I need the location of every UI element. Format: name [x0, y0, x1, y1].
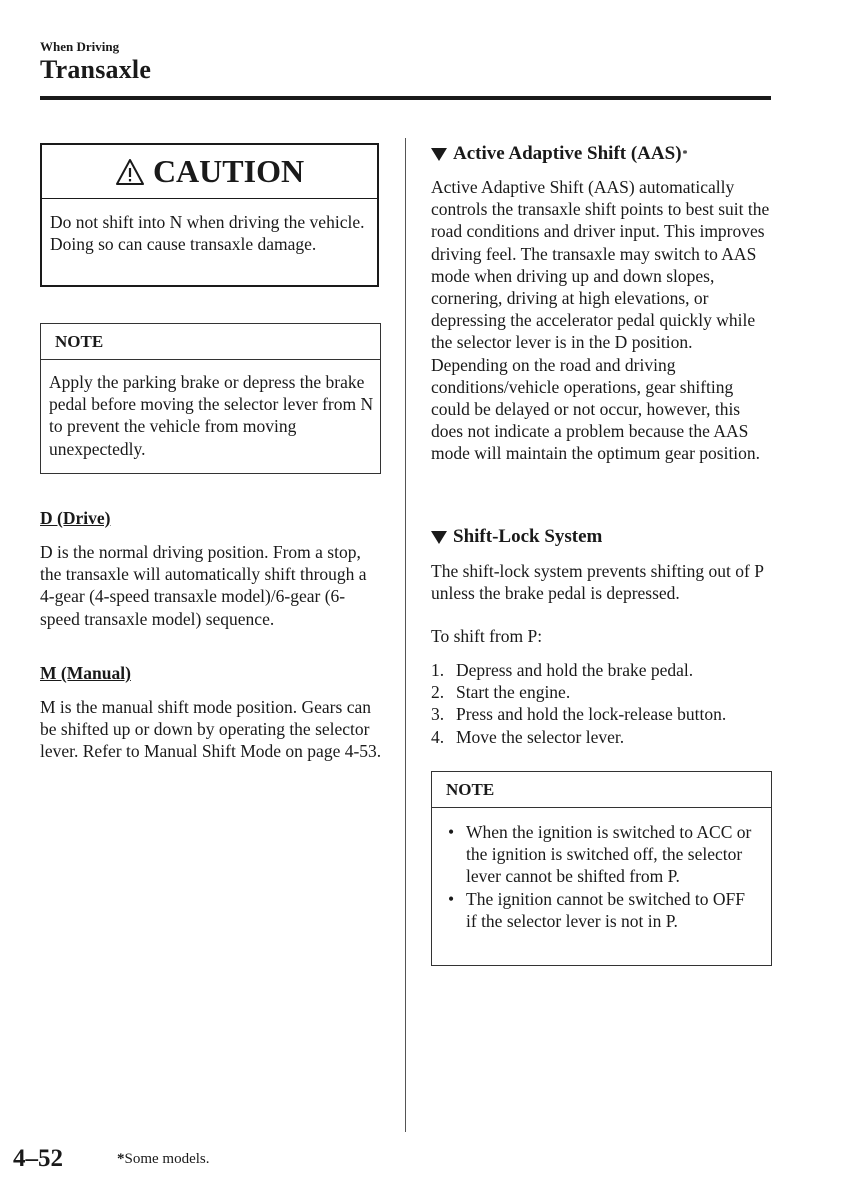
- footnote: [117, 1151, 210, 1168]
- note-box-ignition: [431, 771, 772, 966]
- footnote-marker: *: [117, 1151, 125, 1167]
- list-item: 2. Start the engine.: [431, 682, 571, 703]
- list-item: • The ignition cannot be switched to OFF if the selector lever is not in P.: [448, 888, 745, 931]
- list-item: 1. Depress and hold the brake pedal.: [431, 660, 694, 680]
- caution-heading: CAUTION: [152, 153, 305, 189]
- note-heading: NOTE: [432, 772, 771, 808]
- note-text: Apply the parking brake or depress the brake pedal before moving the selector lever from N to prevent the vehicle from moving unexpectedly.: [49, 372, 374, 459]
- aas-heading-text: Active Adaptive Shift (AAS): [453, 143, 682, 164]
- footnote-text: Some models.: [124, 1151, 210, 1167]
- column-divider: [405, 138, 406, 1132]
- list-item: 4. Move the selector lever.: [431, 726, 625, 747]
- caution-header: [42, 145, 377, 199]
- down-triangle-icon: [431, 148, 447, 161]
- title-rule: [40, 96, 771, 100]
- note-bullet-list: [432, 821, 771, 932]
- warning-triangle-icon: [115, 158, 145, 186]
- shiftlock-heading-text: Shift-Lock System: [453, 526, 603, 547]
- note-box-parking: [40, 323, 381, 474]
- shiftlock-heading: [431, 526, 602, 548]
- page-number: 4–52: [13, 1145, 63, 1172]
- shift-steps-list: [431, 659, 776, 748]
- manual-text: M is the manual shift mode position. Gears can be shifted up or down by operating the selector lever. Refer to Manual Shift Mode on page 4-53.: [40, 697, 382, 762]
- manual-heading: M (Manual): [40, 663, 131, 683]
- note-heading: NOTE: [41, 324, 380, 360]
- down-triangle-icon: [431, 531, 447, 544]
- shiftlock-intro: To shift from P:: [431, 626, 543, 646]
- caution-box: [40, 143, 379, 287]
- shiftlock-text: The shift-lock system prevents shifting out of P unless the brake pedal is depressed.: [431, 561, 764, 604]
- list-item: • When the ignition is switched to ACC or the ignition is switched off, the selector lever cannot be shifted from P.: [448, 822, 752, 887]
- caution-text: Do not shift into N when driving the vehicle. Doing so can cause transaxle damage.: [50, 212, 365, 255]
- aas-heading: [431, 143, 688, 165]
- drive-text: D is the normal driving position. From a stop, the transaxle will automatically shift through a 4-gear (4-speed transaxle model)/6-gear (6-speed transaxle model) sequence.: [40, 542, 367, 629]
- drive-heading: D (Drive): [40, 508, 111, 528]
- section-label: When Driving: [40, 39, 120, 54]
- aas-footnote-marker: *: [682, 148, 688, 160]
- aas-text: Active Adaptive Shift (AAS) automatically controls the transaxle shift points to best suit the road conditions and driver input. This improves driving feel. The transaxle may switch to AAS mode when driving up and down slopes, cornering, driving at high elevations, or depressing the accelerator pedal quickly while the selector lever is in the D position. Depending on the road and driving conditions/vehicle operations, gear shifting could be delayed or not occur, however, this does not indicate a problem because the AAS mode will maintain the optimum gear position.: [431, 177, 770, 464]
- list-item: 3. Press and hold the lock-release button.: [431, 704, 727, 725]
- page-title: Transaxle: [40, 55, 152, 84]
